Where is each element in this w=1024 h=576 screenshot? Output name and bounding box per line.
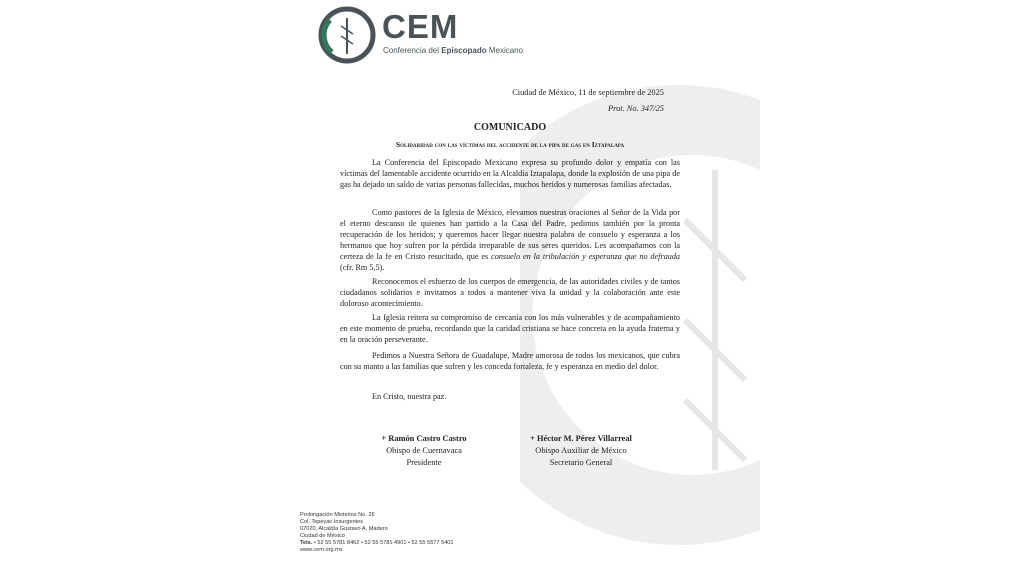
document-heading: COMUNICADO: [473, 122, 547, 133]
protocol-number: Prot. No. 347/25: [608, 104, 664, 113]
footer-website[interactable]: www.cem.org.mx: [300, 547, 343, 553]
document-subheading: Solidaridad con las víctimas del accidente de la pipa de gas en Iztapalapa: [395, 140, 625, 149]
cem-emblem-icon: [318, 6, 376, 64]
paragraph-4: La Iglesia reitera su compromiso de cercanía con los más vulnerables y de acompañamiento en este momento de prueba, recordando que la caridad cristiana se hace concreta en la ayuda fraterna y en la oración perseverante.: [340, 313, 680, 344]
cem-logo-subtitle: Conferencia del Episcopado Mexicano: [383, 46, 524, 55]
paragraph-2: Como pastores de la Iglesia de México, elevamos nuestras oraciones al Señor de la Vida por el eterno descanso de quienes han partido a la Casa del Padre, pedimos también por la pronta recuperación de los heridos; y queremos hacer llegar nuestra palabra de consuelo y esperanza a los hermanos que hoy sufren por la pérdida irreparable de sus seres queridos. Les acompañamos con la certeza de la fe en Cristo resucitado, que es consuelo en la tribulación y esperanza que no defrauda (cfr. Rm 5,5).: [340, 208, 681, 272]
footer-address: Prolongación Misterios No. 26 Col. Tepeyac Insurgentes 07020, Alcaldía Gustavo A. Madero Ciudad de México Tels. • 52 55 5781 8462 • 52 55 5781 4901 • 52 55 5577 5401 www.cem.org.mx: [300, 512, 454, 553]
paragraph-1: La Conferencia del Episcopado Mexicano expresa su profundo dolor y empatía con las víctimas del lamentable accidente ocurrido en la Alcaldía Iztapalapa, donde la explosión de una pipa de gas ha dejado un saldo de varias personas fallecidas, muchos heridos y numerosas familias afectadas.: [340, 158, 680, 189]
paragraph-6: En Cristo, nuestra paz.: [372, 392, 447, 401]
paragraph-3: Reconocemos el esfuerzo de los cuerpos de emergencia, de las autoridades civiles y de tantos ciudadanos solidarios e invitamos a todos a mantener viva la unidad y la colaboración ante este doloroso acontecimiento.: [340, 277, 680, 308]
signature-secretario: + Héctor M. Pérez Villarreal Obispo Auxiliar de México Secretario General: [530, 434, 632, 467]
signature-presidente: + Ramón Castro Castro Obispo de Cuernavaca Presidente: [381, 434, 467, 467]
document-date: Ciudad de México, 11 de septiembre de 2025: [512, 88, 664, 97]
paragraph-5: Pedimos a Nuestra Señora de Guadalupe, Madre amorosa de todos los mexicanos, que cubra con su manto a las familias que sufren y les conceda fortaleza, fe y esperanza en medio del dolor.: [340, 351, 680, 371]
cem-logo-title: CEM: [382, 8, 459, 45]
cem-logo: [318, 6, 568, 66]
